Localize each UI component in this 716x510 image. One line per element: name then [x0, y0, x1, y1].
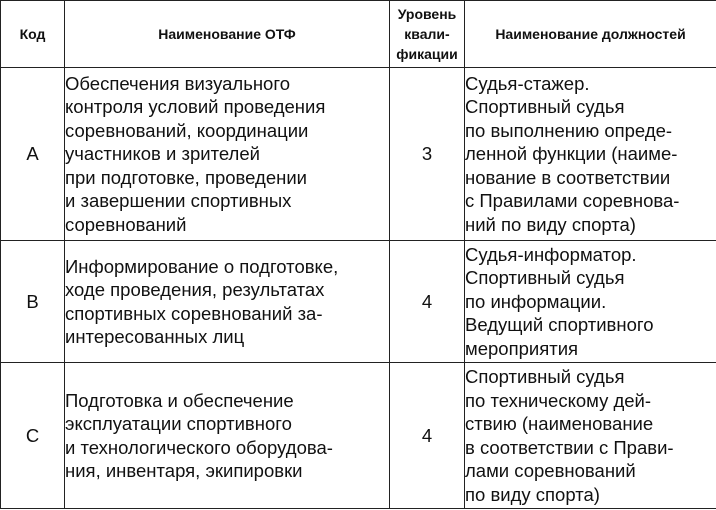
text-line: Спортивный судья	[465, 267, 625, 289]
row-level: 4	[390, 241, 465, 363]
row-positions	[465, 241, 716, 363]
text-line: Подготовка и обеспечение	[65, 389, 294, 411]
header-function-name: Наименование ОТФ	[65, 1, 390, 68]
text-line: эксплуатации спортивного	[65, 413, 292, 434]
text-line: Судья-информатор.	[465, 243, 637, 265]
table-row	[1, 241, 716, 363]
text-line: Спортивный судья	[465, 96, 625, 118]
row-level: 3	[390, 68, 465, 241]
text-line: Спортивный судья	[465, 366, 625, 387]
text-line: ходе проведения, результатах	[65, 279, 325, 300]
text-line: ний по виду спорта)	[465, 213, 636, 235]
table-header-row	[1, 1, 716, 68]
text-line: соревнований, координации	[65, 119, 309, 141]
header-level-line: квали-	[404, 26, 450, 42]
row-function-name	[65, 363, 390, 509]
text-line: Ведущий спортивного	[465, 314, 654, 336]
row-code: С	[1, 363, 65, 509]
text-line: в соответствии с Прави-	[465, 436, 674, 458]
header-level-line: фикации	[396, 46, 458, 62]
text-line: с Правилами соревнова-	[465, 190, 680, 212]
row-positions	[465, 363, 716, 509]
text-line: по виду спорта)	[465, 483, 600, 505]
text-line: по информации.	[465, 290, 607, 312]
header-positions: Наименование должностей	[465, 1, 716, 68]
row-level: 4	[390, 363, 465, 509]
text-line: Судья-стажер.	[465, 72, 590, 94]
text-line: ния, инвентаря, экипировки	[65, 460, 303, 481]
text-line: спортивных соревнований за-	[65, 302, 323, 324]
row-function-name	[65, 241, 390, 363]
text-line: интересованных лиц	[65, 326, 245, 347]
text-line: Обеспечения визуального	[65, 72, 290, 94]
text-line: Информирование о подготовке,	[65, 255, 339, 277]
row-code: А	[1, 68, 65, 241]
text-line: ствию (наименование	[465, 413, 654, 434]
text-line: мероприятия	[465, 337, 579, 359]
text-line: и технологического оборудова-	[65, 436, 333, 458]
header-code: Код	[1, 1, 65, 68]
text-line: контроля условий проведения	[65, 96, 326, 118]
header-level-line: Уровень	[397, 6, 457, 22]
text-line: соревнований	[65, 213, 187, 235]
text-line: нование в соответствии	[465, 166, 671, 188]
text-line: по техническому дей-	[465, 389, 652, 411]
row-code: В	[1, 241, 65, 363]
table-row	[1, 363, 716, 509]
text-line: лами соревнований	[465, 460, 636, 481]
row-positions	[465, 68, 716, 241]
header-level	[390, 1, 465, 68]
text-line: при подготовке, проведении	[65, 166, 308, 188]
text-line: ленной функции (наиме-	[465, 143, 678, 165]
text-line: и завершении спортивных	[65, 190, 292, 212]
text-line: участников и зрителей	[65, 143, 260, 165]
table-row	[1, 68, 716, 241]
text-line: по выполнению опреде-	[465, 119, 673, 141]
row-function-name	[65, 68, 390, 241]
